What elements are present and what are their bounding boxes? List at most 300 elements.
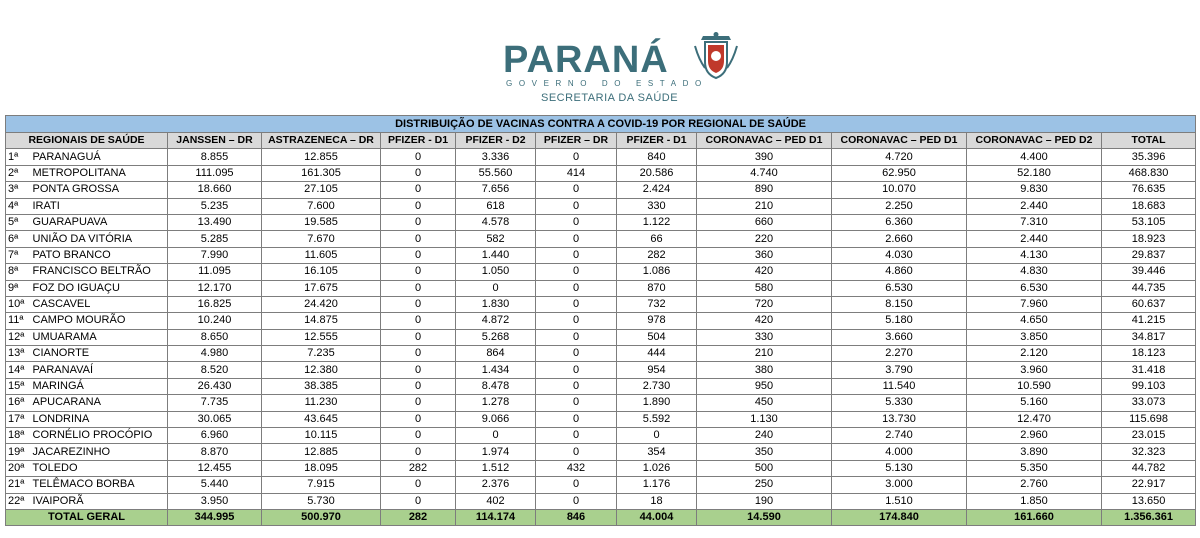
table-cell: 35.396 (1102, 149, 1196, 165)
table-cell: 12.470 (967, 411, 1102, 427)
table-cell: 23.015 (1102, 428, 1196, 444)
table-cell: 55.560 (456, 165, 536, 181)
table-cell: 62.950 (832, 165, 967, 181)
region-number: 3ª (6, 182, 31, 198)
coat-of-arms-icon (693, 32, 739, 80)
column-header: CORONAVAC – PED D2 (967, 133, 1102, 149)
logo-wordmark: PARANÁ (503, 39, 669, 81)
table-cell: 1.050 (456, 264, 536, 280)
region-number: 18ª (6, 428, 31, 444)
table-cell: 4.872 (456, 313, 536, 329)
table-cell: 890 (697, 182, 832, 198)
table-cell: 660 (697, 214, 832, 230)
table-cell: 0 (381, 214, 456, 230)
table-cell: 580 (697, 280, 832, 296)
table-cell: 5.330 (832, 395, 967, 411)
table-cell: 414 (536, 165, 617, 181)
table-cell: 3.660 (832, 329, 967, 345)
table-row (6, 428, 1196, 444)
table-cell: 0 (536, 444, 617, 460)
table-cell: 0 (381, 395, 456, 411)
table-cell: 210 (697, 346, 832, 362)
table-row (6, 362, 1196, 378)
table-cell: 360 (697, 247, 832, 263)
table-cell: 4.400 (967, 149, 1102, 165)
table-cell: 12.885 (262, 444, 381, 460)
table-cell: 39.446 (1102, 264, 1196, 280)
table-cell: 2.250 (832, 198, 967, 214)
table-cell: 31.418 (1102, 362, 1196, 378)
table-cell: 444 (617, 346, 697, 362)
table-cell: 0 (456, 428, 536, 444)
table-cell: 0 (381, 329, 456, 345)
table-cell: 0 (536, 214, 617, 230)
table-cell: 5.180 (832, 313, 967, 329)
table-row (6, 280, 1196, 296)
total-cell: 161.660 (967, 509, 1102, 525)
table-cell: 0 (381, 362, 456, 378)
table-cell: 7.735 (168, 395, 262, 411)
table-cell: 2.760 (967, 477, 1102, 493)
table-row (6, 313, 1196, 329)
column-header: TOTAL (1102, 133, 1196, 149)
column-header: CORONAVAC – PED D1 (697, 133, 832, 149)
table-cell: 18.095 (262, 460, 381, 476)
table-cell: 18.123 (1102, 346, 1196, 362)
region-number: 13ª (6, 346, 31, 362)
table-cell: 354 (617, 444, 697, 460)
table-cell: 0 (536, 149, 617, 165)
region-number: 17ª (6, 411, 31, 427)
column-header: CORONAVAC – PED D1 (832, 133, 967, 149)
table-cell: 0 (536, 477, 617, 493)
table-cell: 978 (617, 313, 697, 329)
column-header: JANSSEN – DR (168, 133, 262, 149)
table-cell: 17.675 (262, 280, 381, 296)
table-cell: 1.026 (617, 460, 697, 476)
table-title: DISTRIBUIÇÃO DE VACINAS CONTRA A COVID-19 POR REGIONAL DE SAÚDE (6, 116, 1196, 133)
table-cell: 2.440 (967, 198, 1102, 214)
region-name: LONDRINA (31, 411, 168, 427)
table-cell: 3.890 (967, 444, 1102, 460)
total-cell: 114.174 (456, 509, 536, 525)
region-name: PARANAGUÁ (31, 149, 168, 165)
table-cell: 19.585 (262, 214, 381, 230)
table-cell: 12.855 (262, 149, 381, 165)
table-cell: 2.960 (967, 428, 1102, 444)
table-cell: 0 (381, 493, 456, 509)
column-header: PFIZER - D1 (381, 133, 456, 149)
table-cell: 0 (381, 165, 456, 181)
table-cell: 0 (381, 231, 456, 247)
table-cell: 4.860 (832, 264, 967, 280)
table-row (6, 477, 1196, 493)
table-cell: 12.555 (262, 329, 381, 345)
table-cell: 11.540 (832, 378, 967, 394)
table-cell: 0 (536, 362, 617, 378)
table-cell: 390 (697, 149, 832, 165)
table-cell: 0 (536, 264, 617, 280)
table-cell: 950 (697, 378, 832, 394)
table-cell: 10.240 (168, 313, 262, 329)
table-cell: 0 (381, 313, 456, 329)
table-cell: 44.782 (1102, 460, 1196, 476)
table-row (6, 329, 1196, 345)
table-row (6, 264, 1196, 280)
region-name: GUARAPUAVA (31, 214, 168, 230)
table-cell: 420 (697, 264, 832, 280)
table-row (6, 165, 1196, 181)
table-cell: 24.420 (262, 296, 381, 312)
table-cell: 732 (617, 296, 697, 312)
table-cell: 52.180 (967, 165, 1102, 181)
table-cell: 12.455 (168, 460, 262, 476)
table-cell: 8.650 (168, 329, 262, 345)
region-number: 14ª (6, 362, 31, 378)
table-cell: 0 (381, 428, 456, 444)
column-header: PFIZER – DR (536, 133, 617, 149)
table-row (6, 182, 1196, 198)
table-cell: 2.376 (456, 477, 536, 493)
table-cell: 0 (381, 378, 456, 394)
table-cell: 3.790 (832, 362, 967, 378)
region-number: 5ª (6, 214, 31, 230)
table-row (6, 395, 1196, 411)
table-cell: 20.586 (617, 165, 697, 181)
region-number: 9ª (6, 280, 31, 296)
table-cell: 0 (381, 411, 456, 427)
table-cell: 8.150 (832, 296, 967, 312)
region-number: 11ª (6, 313, 31, 329)
table-cell: 0 (536, 247, 617, 263)
table-cell: 0 (536, 280, 617, 296)
table-cell: 1.176 (617, 477, 697, 493)
table-cell: 0 (381, 264, 456, 280)
table-cell: 13.490 (168, 214, 262, 230)
table-cell: 6.530 (967, 280, 1102, 296)
page-header (0, 0, 1200, 114)
table-row (6, 214, 1196, 230)
table-cell: 432 (536, 460, 617, 476)
table-cell: 0 (617, 428, 697, 444)
table-cell: 468.830 (1102, 165, 1196, 181)
table-cell: 0 (381, 182, 456, 198)
table-cell: 26.430 (168, 378, 262, 394)
table-row (6, 198, 1196, 214)
table-cell: 2.120 (967, 346, 1102, 362)
region-name: UNIÃO DA VITÓRIA (31, 231, 168, 247)
table-row (6, 460, 1196, 476)
table-cell: 27.105 (262, 182, 381, 198)
table-cell: 7.670 (262, 231, 381, 247)
table-cell: 0 (381, 296, 456, 312)
table-cell: 18.660 (168, 182, 262, 198)
table-cell: 0 (536, 346, 617, 362)
table-cell: 2.440 (967, 231, 1102, 247)
total-cell: 1.356.361 (1102, 509, 1196, 525)
table-cell: 30.065 (168, 411, 262, 427)
table-cell: 1.850 (967, 493, 1102, 509)
table-cell: 5.235 (168, 198, 262, 214)
table-cell: 1.974 (456, 444, 536, 460)
region-number: 6ª (6, 231, 31, 247)
table-cell: 1.086 (617, 264, 697, 280)
table-cell: 954 (617, 362, 697, 378)
table-cell: 0 (456, 280, 536, 296)
region-name: APUCARANA (31, 395, 168, 411)
table-cell: 618 (456, 198, 536, 214)
region-name: FRANCISCO BELTRÃO (31, 264, 168, 280)
region-number: 20ª (6, 460, 31, 476)
table-cell: 4.578 (456, 214, 536, 230)
region-name: IVAIPORÃ (31, 493, 168, 509)
region-number: 21ª (6, 477, 31, 493)
table-cell: 1.440 (456, 247, 536, 263)
total-cell: 500.970 (262, 509, 381, 525)
table-cell: 2.730 (617, 378, 697, 394)
table-cell: 0 (381, 444, 456, 460)
table-cell: 0 (536, 182, 617, 198)
table-cell: 14.875 (262, 313, 381, 329)
table-row (6, 247, 1196, 263)
table-row (6, 231, 1196, 247)
table-cell: 11.095 (168, 264, 262, 280)
table-cell: 8.870 (168, 444, 262, 460)
table-cell: 3.000 (832, 477, 967, 493)
table-cell: 111.095 (168, 165, 262, 181)
total-cell: 14.590 (697, 509, 832, 525)
region-name: TELÊMACO BORBA (31, 477, 168, 493)
table-cell: 1.122 (617, 214, 697, 230)
table-cell: 0 (381, 477, 456, 493)
table-cell: 18.923 (1102, 231, 1196, 247)
table-cell: 282 (381, 460, 456, 476)
region-name: MARINGÁ (31, 378, 168, 394)
table-cell: 0 (536, 296, 617, 312)
table-cell: 9.830 (967, 182, 1102, 198)
table-cell: 5.730 (262, 493, 381, 509)
region-number: 15ª (6, 378, 31, 394)
region-name: JACAREZINHO (31, 444, 168, 460)
table-cell: 420 (697, 313, 832, 329)
table-cell: 0 (536, 231, 617, 247)
table-cell: 0 (381, 149, 456, 165)
table-cell: 6.360 (832, 214, 967, 230)
total-cell: 344.995 (168, 509, 262, 525)
total-cell: 174.840 (832, 509, 967, 525)
table-cell: 380 (697, 362, 832, 378)
table-cell: 220 (697, 231, 832, 247)
table-cell: 282 (617, 247, 697, 263)
table-cell: 350 (697, 444, 832, 460)
table-cell: 44.735 (1102, 280, 1196, 296)
table-cell: 76.635 (1102, 182, 1196, 198)
table-cell: 0 (536, 395, 617, 411)
table-cell: 5.440 (168, 477, 262, 493)
table-row (6, 149, 1196, 165)
table-cell: 6.960 (168, 428, 262, 444)
table-cell: 0 (381, 346, 456, 362)
table-cell: 1.130 (697, 411, 832, 427)
table-cell: 18 (617, 493, 697, 509)
region-number: 8ª (6, 264, 31, 280)
table-cell: 1.890 (617, 395, 697, 411)
table-row (6, 411, 1196, 427)
region-name: TOLEDO (31, 460, 168, 476)
table-cell: 8.478 (456, 378, 536, 394)
table-cell: 250 (697, 477, 832, 493)
table-cell: 7.656 (456, 182, 536, 198)
table-cell: 66 (617, 231, 697, 247)
table-cell: 29.837 (1102, 247, 1196, 263)
table-cell: 210 (697, 198, 832, 214)
table-cell: 6.530 (832, 280, 967, 296)
region-name: METROPOLITANA (31, 165, 168, 181)
region-name: UMUARAMA (31, 329, 168, 345)
region-name: CAMPO MOURÃO (31, 313, 168, 329)
table-row (6, 378, 1196, 394)
table-cell: 3.850 (967, 329, 1102, 345)
logo-subtitle: GOVERNO DO ESTADO (506, 79, 708, 88)
table-cell: 10.590 (967, 378, 1102, 394)
table-cell: 5.268 (456, 329, 536, 345)
table-cell: 18.683 (1102, 198, 1196, 214)
table-cell: 0 (381, 280, 456, 296)
table-cell: 1.434 (456, 362, 536, 378)
region-name: CASCAVEL (31, 296, 168, 312)
table-cell: 32.323 (1102, 444, 1196, 460)
table-cell: 2.270 (832, 346, 967, 362)
table-cell: 450 (697, 395, 832, 411)
table-row (6, 493, 1196, 509)
table-cell: 16.105 (262, 264, 381, 280)
table-cell: 13.730 (832, 411, 967, 427)
table-cell: 1.830 (456, 296, 536, 312)
column-header: PFIZER - D2 (456, 133, 536, 149)
table-cell: 500 (697, 460, 832, 476)
table-cell: 0 (536, 329, 617, 345)
table-cell: 0 (536, 428, 617, 444)
table-cell: 9.066 (456, 411, 536, 427)
table-row (6, 444, 1196, 460)
table-cell: 7.990 (168, 247, 262, 263)
region-name: PARANAVAÍ (31, 362, 168, 378)
table-cell: 34.817 (1102, 329, 1196, 345)
total-cell: 44.004 (617, 509, 697, 525)
table-cell: 0 (381, 247, 456, 263)
vaccine-distribution-table (5, 115, 1196, 526)
table-row (6, 346, 1196, 362)
table-cell: 13.650 (1102, 493, 1196, 509)
table-cell: 11.605 (262, 247, 381, 263)
table-cell: 720 (697, 296, 832, 312)
table-cell: 190 (697, 493, 832, 509)
region-name: FOZ DO IGUAÇU (31, 280, 168, 296)
table-cell: 2.660 (832, 231, 967, 247)
region-name: CIANORTE (31, 346, 168, 362)
table-cell: 43.645 (262, 411, 381, 427)
table-cell: 2.424 (617, 182, 697, 198)
table-cell: 161.305 (262, 165, 381, 181)
table-cell: 0 (536, 411, 617, 427)
table-cell: 0 (536, 313, 617, 329)
table-cell: 2.740 (832, 428, 967, 444)
table-cell: 3.960 (967, 362, 1102, 378)
table-cell: 864 (456, 346, 536, 362)
table-cell: 115.698 (1102, 411, 1196, 427)
total-label: TOTAL GERAL (6, 509, 168, 525)
table-cell: 10.070 (832, 182, 967, 198)
column-header: REGIONAIS DE SAÚDE (6, 133, 168, 149)
column-header: ASTRAZENECA – DR (262, 133, 381, 149)
table-cell: 99.103 (1102, 378, 1196, 394)
table-cell: 4.980 (168, 346, 262, 362)
table-cell: 60.637 (1102, 296, 1196, 312)
table-cell: 7.310 (967, 214, 1102, 230)
total-cell: 846 (536, 509, 617, 525)
table-cell: 1.278 (456, 395, 536, 411)
total-cell: 282 (381, 509, 456, 525)
table-cell: 12.380 (262, 362, 381, 378)
column-header: PFIZER - D1 (617, 133, 697, 149)
table-cell: 4.720 (832, 149, 967, 165)
table-cell: 22.917 (1102, 477, 1196, 493)
region-number: 10ª (6, 296, 31, 312)
table-cell: 0 (381, 198, 456, 214)
table-cell: 0 (536, 493, 617, 509)
table-cell: 10.115 (262, 428, 381, 444)
table-cell: 330 (617, 198, 697, 214)
table-cell: 240 (697, 428, 832, 444)
table-cell: 12.170 (168, 280, 262, 296)
table-cell: 41.215 (1102, 313, 1196, 329)
table-cell: 33.073 (1102, 395, 1196, 411)
table-cell: 16.825 (168, 296, 262, 312)
table-cell: 7.235 (262, 346, 381, 362)
region-number: 16ª (6, 395, 31, 411)
table-cell: 5.285 (168, 231, 262, 247)
table-cell: 4.740 (697, 165, 832, 181)
region-name: IRATI (31, 198, 168, 214)
region-number: 7ª (6, 247, 31, 263)
table-cell: 0 (536, 198, 617, 214)
table-cell: 582 (456, 231, 536, 247)
table-cell: 5.130 (832, 460, 967, 476)
table-cell: 5.592 (617, 411, 697, 427)
table-cell: 7.915 (262, 477, 381, 493)
region-number: 22ª (6, 493, 31, 509)
table-row (6, 296, 1196, 312)
table-cell: 4.000 (832, 444, 967, 460)
table-cell: 870 (617, 280, 697, 296)
region-number: 2ª (6, 165, 31, 181)
region-number: 1ª (6, 149, 31, 165)
table-cell: 4.830 (967, 264, 1102, 280)
table-cell: 4.130 (967, 247, 1102, 263)
table-cell: 38.385 (262, 378, 381, 394)
region-name: CORNÉLIO PROCÓPIO (31, 428, 168, 444)
region-number: 12ª (6, 329, 31, 345)
table-cell: 11.230 (262, 395, 381, 411)
table-cell: 330 (697, 329, 832, 345)
total-row (6, 509, 1196, 525)
table-cell: 4.030 (832, 247, 967, 263)
table-cell: 5.160 (967, 395, 1102, 411)
table-cell: 8.520 (168, 362, 262, 378)
table-cell: 8.855 (168, 149, 262, 165)
table-cell: 1.512 (456, 460, 536, 476)
table-cell: 0 (536, 378, 617, 394)
